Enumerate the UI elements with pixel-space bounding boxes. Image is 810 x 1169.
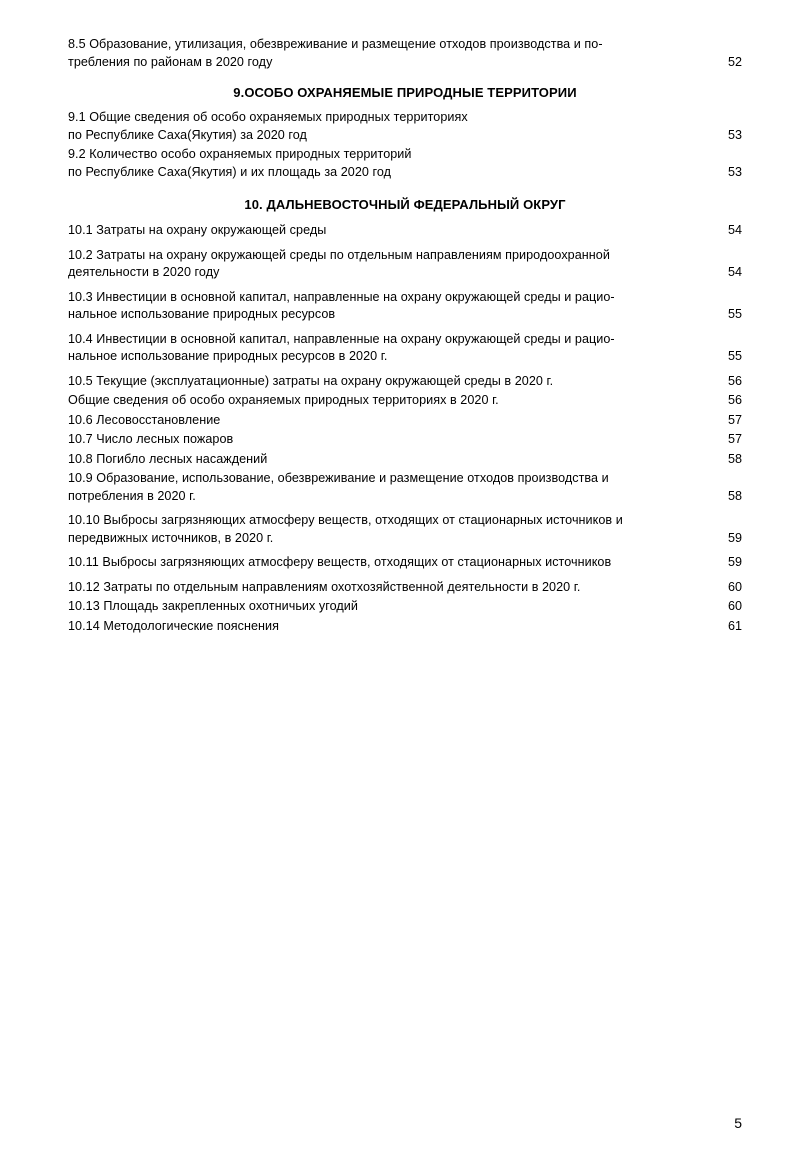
toc-entry-page: 54	[727, 265, 742, 279]
table-of-contents	[68, 36, 742, 635]
toc-entry-line: 9.1 Общие сведения об особо охраняемых природных территориях	[68, 110, 468, 124]
toc-entry-title	[68, 109, 708, 144]
toc-entry-line: потребления в 2020 г.	[68, 488, 196, 503]
toc-entry-page: 59	[727, 555, 742, 569]
toc-entry-title	[68, 331, 708, 366]
toc-entry-line: Общие сведения об особо охраняемых природных территориях в 2020 г.	[68, 393, 499, 407]
toc-entry-line: 10.4 Инвестиции в основной капитал, направленные на охрану окружающей среды и рацио-	[68, 331, 615, 346]
toc-entry-line: 10.3 Инвестиции в основной капитал, направленные на охрану окружающей среды и рацио-	[68, 289, 615, 304]
toc-entry-page: 61	[727, 618, 742, 633]
toc-entry-title	[68, 431, 708, 449]
toc-entry-page: 55	[727, 307, 742, 321]
toc-entry[interactable]	[68, 36, 742, 71]
toc-entry[interactable]	[68, 392, 742, 410]
toc-entry-line: 10.13 Площадь закрепленных охотничьих угодий	[68, 599, 358, 613]
toc-entry[interactable]	[68, 451, 742, 469]
toc-entry-page: 52	[727, 54, 742, 69]
toc-entry-title	[68, 554, 708, 572]
toc-entry-title	[68, 618, 708, 636]
toc-entry-title	[68, 222, 708, 240]
toc-entry-page: 60	[727, 579, 742, 594]
toc-entry-line: нальное использование природных ресурсов в 2020 г.	[68, 349, 388, 363]
toc-entry-title	[68, 373, 708, 391]
toc-entry-line: 10.5 Текущие (эксплуатационные) затраты на охрану окружающей среды в 2020 г.	[68, 373, 554, 388]
toc-entry-line: нальное использование природных ресурсов	[68, 307, 336, 321]
toc-entry-title	[68, 412, 708, 430]
toc-entry-title	[68, 289, 708, 324]
toc-entry-page: 58	[727, 488, 742, 503]
toc-entry-line: 10.8 Погибло лесных насаждений	[68, 451, 268, 466]
toc-entry-page: 60	[727, 599, 742, 613]
toc-entry[interactable]	[68, 331, 742, 366]
toc-entry-page: 57	[727, 412, 742, 427]
toc-entry[interactable]	[68, 222, 742, 240]
toc-entry-line: по Республике Саха(Якутия) за 2020 год	[68, 127, 307, 142]
toc-entry-line: 10.7 Число лесных пожаров	[68, 432, 234, 446]
toc-entry[interactable]	[68, 579, 742, 597]
toc-entry[interactable]	[68, 598, 742, 616]
toc-entry-title	[68, 598, 708, 616]
toc-entry[interactable]	[68, 289, 742, 324]
toc-entry-title	[68, 579, 708, 597]
toc-entry[interactable]	[68, 470, 742, 505]
toc-entry-page: 53	[727, 127, 742, 142]
toc-entry-line: 8.5 Образование, утилизация, обезвреживание и размещение отходов производства и по-	[68, 37, 603, 51]
toc-entry[interactable]	[68, 412, 742, 430]
toc-entry-line: 10.6 Лесовосстановление	[68, 412, 221, 427]
toc-entry-line: 10.9 Образование, использование, обезвреживание и размещение отходов производства и	[68, 471, 609, 485]
toc-entry-line: деятельности в 2020 году	[68, 265, 220, 279]
toc-entry-page: 56	[727, 393, 742, 407]
toc-entry-title	[68, 392, 708, 410]
toc-entry[interactable]	[68, 618, 742, 636]
toc-entry[interactable]	[68, 247, 742, 282]
toc-entry-line: 9.2 Количество особо охраняемых природных территорий	[68, 147, 412, 161]
toc-entry-page: 53	[727, 164, 742, 179]
toc-entry-title	[68, 512, 708, 547]
toc-entry-page: 59	[727, 530, 742, 545]
toc-entry-line: 10.10 Выбросы загрязняющих атмосферу веществ, отходящих от стационарных источников и	[68, 513, 623, 527]
toc-entry-title	[68, 247, 708, 282]
section-heading-9: 9.ОСОБО ОХРАНЯЕМЫЕ ПРИРОДНЫЕ ТЕРРИТОРИИ	[233, 85, 577, 100]
toc-entry-page: 56	[727, 373, 742, 388]
toc-entry-line: требления по районам в 2020 году	[68, 54, 273, 69]
toc-entry-title	[68, 451, 708, 469]
toc-entry-line: 10.14 Методологические пояснения	[68, 618, 280, 633]
toc-entry-title	[68, 146, 708, 181]
page-number: 5	[734, 1115, 742, 1131]
toc-entry-line: 10.12 Затраты по отдельным направлениям охотхозяйственной деятельности в 2020 г.	[68, 579, 581, 594]
toc-entry-line: передвижных источников, в 2020 г.	[68, 530, 274, 545]
section-heading-10: 10. ДАЛЬНЕВОСТОЧНЫЙ ФЕДЕРАЛЬНЫЙ ОКРУГ	[244, 197, 566, 212]
toc-entry[interactable]	[68, 373, 742, 391]
toc-entry-title	[68, 470, 708, 505]
toc-entry[interactable]	[68, 109, 742, 144]
toc-entry-page: 54	[727, 223, 742, 237]
toc-entry-page: 58	[727, 451, 742, 466]
toc-entry-line: 10.11 Выбросы загрязняющих атмосферу веществ, отходящих от стационарных источников	[68, 555, 612, 569]
toc-entry-line: 10.2 Затраты на охрану окружающей среды по отдельным направлениям природоохранной	[68, 247, 610, 262]
toc-entry[interactable]	[68, 431, 742, 449]
toc-entry-page: 57	[727, 432, 742, 446]
toc-entry[interactable]	[68, 554, 742, 572]
toc-entry[interactable]	[68, 146, 742, 181]
toc-entry[interactable]	[68, 512, 742, 547]
toc-entry-title	[68, 36, 708, 71]
toc-entry-page: 55	[727, 349, 742, 363]
toc-entry-line: 10.1 Затраты на охрану окружающей среды	[68, 223, 327, 237]
toc-entry-line: по Республике Саха(Якутия) и их площадь за 2020 год	[68, 164, 392, 179]
